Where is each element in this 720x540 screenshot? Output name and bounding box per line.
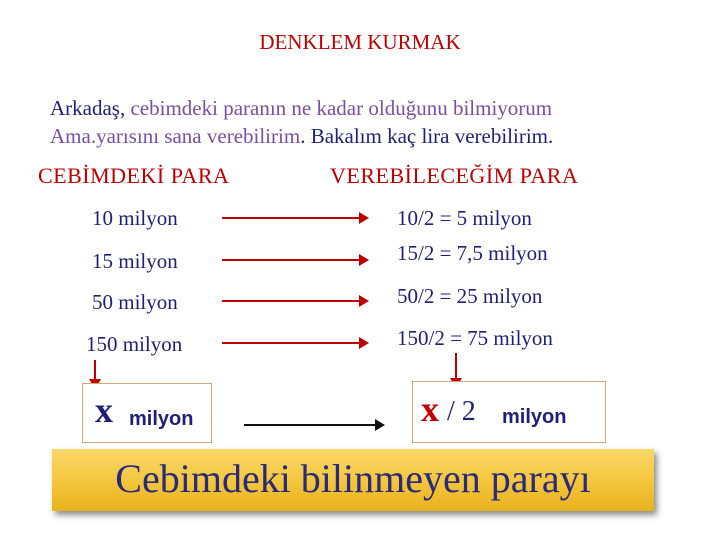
intro-line-1-end: cebimdeki paranın ne kadar olduğunu bilmiyorum (130, 96, 553, 120)
unknown-left-box (82, 383, 212, 443)
header-right: VEREBİLECEĞİM PARA (330, 163, 579, 188)
page-title: DENKLEM KURMAK (259, 30, 461, 54)
intro-line-2-start: Ama.yarısını sana verebilirim (50, 124, 301, 148)
bottom-banner (52, 449, 654, 511)
intro-line-1-start: Arkadaş, (50, 96, 131, 120)
row-right-3: 50/2 = 25 milyon (397, 284, 543, 308)
unknown-left-unit: milyon (129, 408, 194, 430)
arrow-right-icon (222, 217, 360, 219)
row-left-3: 50 milyon (92, 290, 178, 314)
header-left: CEBİMDEKİ PARA (38, 163, 230, 188)
intro-line-2-end: . Bakalım kaç lira verebilirim. (300, 124, 554, 148)
variable-x-left: x (95, 390, 113, 430)
row-left-2: 15 milyon (92, 249, 178, 273)
arrow-right-icon (222, 342, 360, 344)
intro-line-2 (50, 124, 553, 149)
variable-x-right: x (421, 389, 439, 429)
unknown-right-box (412, 381, 606, 443)
arrow-right-icon (222, 259, 360, 261)
unknown-right-unit: milyon (502, 406, 567, 428)
arrow-right-icon (222, 300, 360, 302)
row-right-2: 15/2 = 7,5 milyon (397, 241, 548, 265)
intro-line-1 (50, 96, 552, 121)
row-right-1: 10/2 = 5 milyon (397, 206, 532, 230)
arrow-right-icon (244, 424, 376, 426)
arrow-down-icon (455, 353, 457, 379)
arrow-down-icon (94, 360, 96, 380)
row-left-1: 10 milyon (92, 206, 178, 230)
banner-text: Cebimdeki bilinmeyen parayı (115, 456, 591, 501)
row-right-4: 150/2 = 75 milyon (397, 326, 553, 350)
divide-by-two: / 2 (447, 396, 476, 427)
row-left-4: 150 milyon (86, 332, 183, 356)
